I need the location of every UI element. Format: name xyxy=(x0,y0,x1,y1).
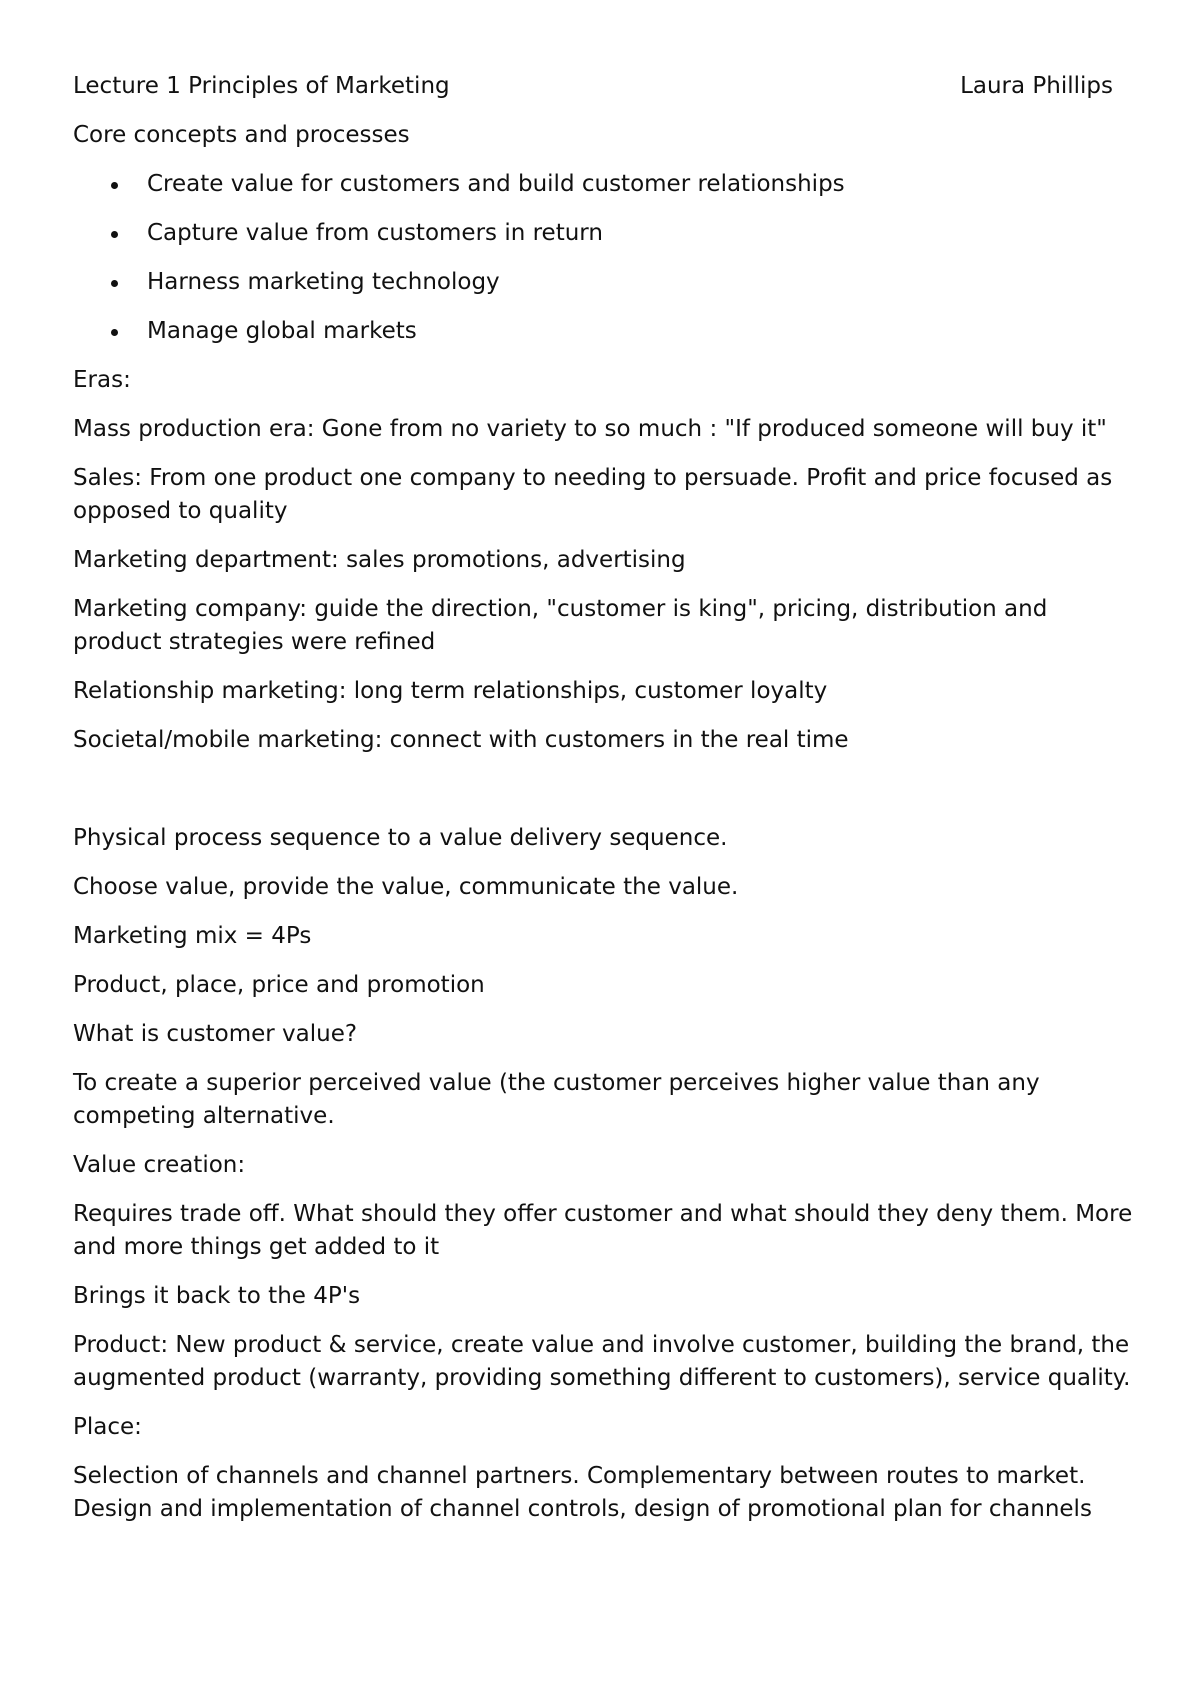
four-ps-list: Product, place, price and promotion xyxy=(73,972,485,998)
choose-provide-communicate: Choose value, provide the value, communicate the value. xyxy=(73,874,739,900)
place-heading: Place: xyxy=(73,1414,142,1440)
bullet-item: Harness marketing technology xyxy=(73,266,1143,299)
era-mass-production: Mass production era: Gone from no variety to so much : "If produced someone will buy it" xyxy=(73,416,1107,442)
era-marketing-company: Marketing company: guide the direction, "customer is king", pricing, distribution and product strategies were refined xyxy=(73,596,1048,655)
blank-line xyxy=(73,773,1143,822)
core-concepts-list xyxy=(73,168,1143,348)
era-relationship-marketing: Relationship marketing: long term relationships, customer loyalty xyxy=(73,678,828,704)
trade-off-paragraph: Requires trade off. What should they offer customer and what should they deny them. More and more things get added to it xyxy=(73,1201,1133,1260)
bullet-item: Create value for customers and build customer relationships xyxy=(73,168,1143,201)
value-delivery-sequence: Physical process sequence to a value delivery sequence. xyxy=(73,825,728,851)
superior-perceived-value: To create a superior perceived value (the customer perceives higher value than any competing alternative. xyxy=(73,1070,1040,1129)
era-sales: Sales: From one product one company to needing to persuade. Profit and price focused as opposed to quality xyxy=(73,465,1113,524)
author-name: Laura Phillips xyxy=(960,73,1113,99)
product-paragraph: Product: New product & service, create value and involve customer, building the brand, the augmented product (warranty, providing something different to customers), service quality. xyxy=(73,1332,1131,1391)
channels-paragraph: Selection of channels and channel partners. Complementary between routes to market. Design and implementation of channel controls, design of promotional plan for channels xyxy=(73,1463,1092,1522)
bullet-item: Manage global markets xyxy=(73,315,1143,348)
document-page xyxy=(73,70,1143,1542)
marketing-mix: Marketing mix = 4Ps xyxy=(73,923,312,949)
lecture-title: Lecture 1 Principles of Marketing xyxy=(73,73,450,99)
value-creation-heading: Value creation: xyxy=(73,1152,246,1178)
era-societal-mobile-marketing: Societal/mobile marketing: connect with customers in the real time xyxy=(73,727,849,753)
eras-heading: Eras: xyxy=(73,367,131,393)
era-marketing-department: Marketing department: sales promotions, advertising xyxy=(73,547,686,573)
document-header xyxy=(73,70,1113,103)
core-concepts-heading: Core concepts and processes xyxy=(73,122,410,148)
customer-value-question: What is customer value? xyxy=(73,1021,358,1047)
back-to-4ps: Brings it back to the 4P's xyxy=(73,1283,361,1309)
bullet-item: Capture value from customers in return xyxy=(73,217,1143,250)
